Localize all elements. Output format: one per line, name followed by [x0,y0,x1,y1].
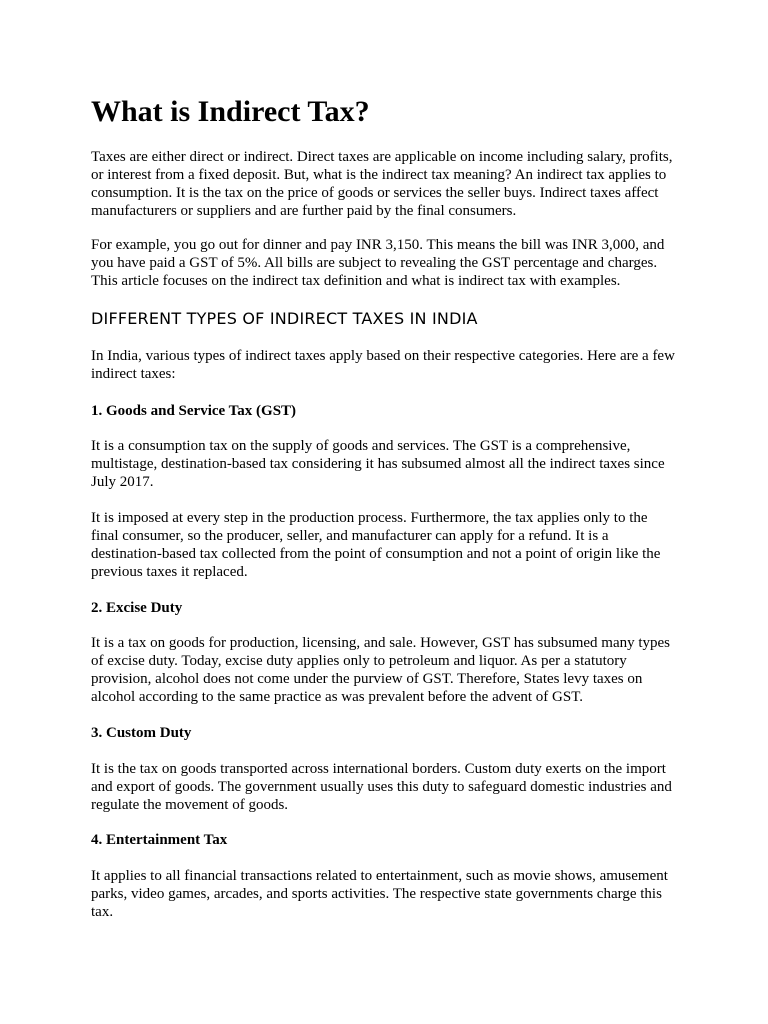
text-line: It is imposed at every step in the production process. Furthermore, the tax applies only to the [91,510,648,526]
intro-paragraph-2 [91,236,683,290]
custom-paragraph [91,760,683,814]
tax-type-heading-entertainment: 4. Entertainment Tax [91,832,228,848]
text-line: final consumer, so the producer, seller, and manufacturer can apply for a refund. It is a [91,528,609,544]
gst-paragraph-1 [91,437,683,491]
tax-type-heading-gst: 1. Goods and Service Tax (GST) [91,403,297,419]
text-line: provision, alcohol does not come under the purview of GST. Therefore, States levy taxes on [91,671,643,687]
text-line: tax. [91,904,114,920]
text-line: or interest from a fixed deposit. But, what is the indirect tax meaning? An indirect tax applies to [91,167,667,183]
text-line: indirect taxes: [91,366,176,382]
entertainment-paragraph [91,867,683,921]
gst-paragraph-2 [91,509,683,581]
text-line: This article focuses on the indirect tax definition and what is indirect tax with examples. [91,273,621,289]
text-line: manufacturers or suppliers and are further paid by the final consumers. [91,203,517,219]
text-line: In India, various types of indirect taxes apply based on their respective categories. Here are a few [91,348,675,364]
section-intro-paragraph [91,347,683,383]
section-heading: DIFFERENT TYPES OF INDIRECT TAXES IN INDIA [91,309,478,328]
excise-paragraph [91,634,683,706]
intro-paragraph-1 [91,148,683,220]
text-line: It applies to all financial transactions related to entertainment, such as movie shows, amusement [91,868,668,884]
text-line: consumption. It is the tax on the price of goods or services the seller buys. Indirect taxes affect [91,185,659,201]
text-line: destination-based tax collected from the point of consumption and not a point of origin like the [91,546,661,562]
text-line: For example, you go out for dinner and pay INR 3,150. This means the bill was INR 3,000, and [91,237,665,253]
text-line: parks, video games, arcades, and sports activities. The respective state governments charge this [91,886,662,902]
text-line: alcohol according to the same practice as was prevalent before the advent of GST. [91,689,584,705]
tax-type-heading-excise: 2. Excise Duty [91,600,183,616]
document-title: What is Indirect Tax? [91,95,370,128]
text-line: of excise duty. Today, excise duty applies only to petroleum and liquor. As per a statutory [91,653,627,669]
text-line: regulate the movement of goods. [91,797,289,813]
text-line: It is the tax on goods transported across international borders. Custom duty exerts on the import [91,761,666,777]
text-line: previous taxes it replaced. [91,564,248,580]
text-line: July 2017. [91,474,154,490]
text-line: you have paid a GST of 5%. All bills are subject to revealing the GST percentage and charges. [91,255,658,271]
text-line: Taxes are either direct or indirect. Direct taxes are applicable on income including salary, profits, [91,149,673,165]
tax-type-heading-custom: 3. Custom Duty [91,725,192,741]
text-line: It is a consumption tax on the supply of goods and services. The GST is a comprehensive, [91,438,631,454]
text-line: It is a tax on goods for production, licensing, and sale. However, GST has subsumed many types [91,635,671,651]
text-line: multistage, destination-based tax considering it has subsumed almost all the indirect taxes since [91,456,665,472]
text-line: and export of goods. The government usually uses this duty to safeguard domestic industries and [91,779,672,795]
